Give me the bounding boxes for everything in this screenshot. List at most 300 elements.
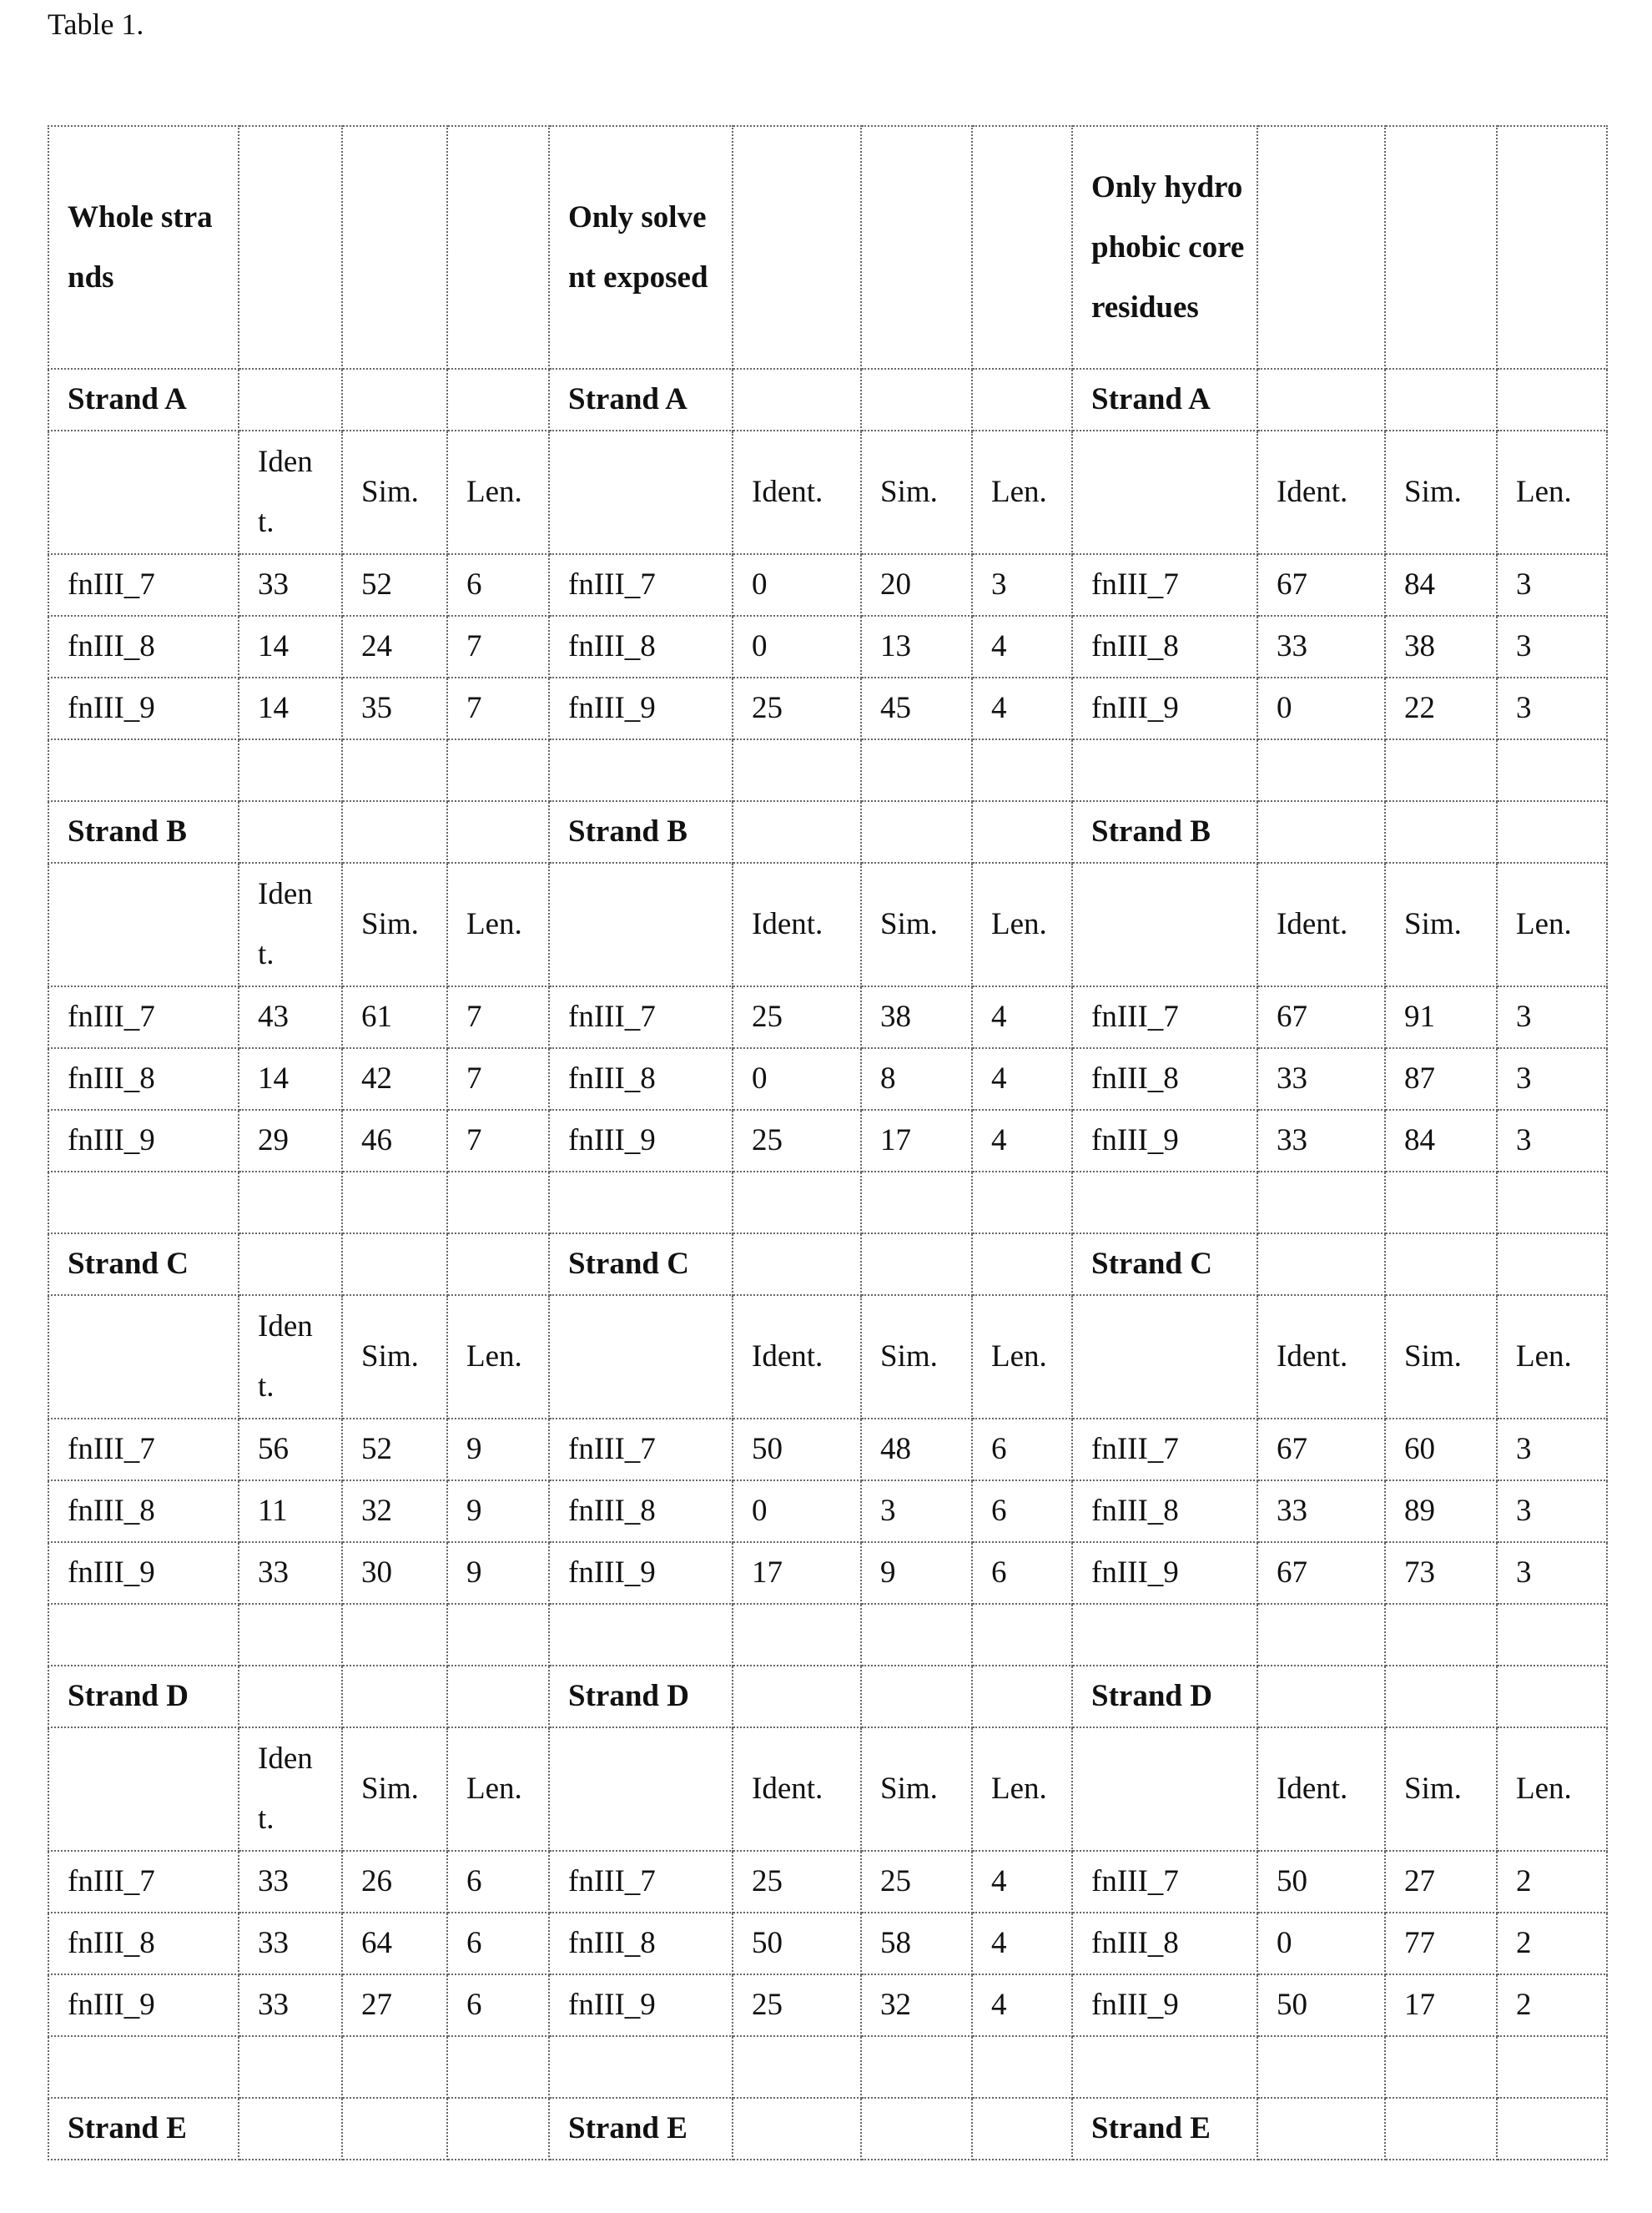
empty-cell xyxy=(1385,369,1497,431)
value-cell: 67 xyxy=(1257,1542,1385,1604)
value-cell: 33 xyxy=(239,554,342,616)
domain-label: fnIII_8 xyxy=(48,1048,239,1110)
empty-cell xyxy=(861,739,972,801)
empty-cell xyxy=(1072,2036,1257,2098)
value-cell: 3 xyxy=(972,554,1072,616)
empty-cell xyxy=(1497,126,1607,369)
empty-cell xyxy=(48,1727,239,1851)
domain-label: fnIII_7 xyxy=(549,986,733,1048)
domain-label: fnIII_9 xyxy=(549,1542,733,1604)
strand-row xyxy=(48,1666,1607,1727)
empty-cell xyxy=(733,126,861,369)
value-cell: 38 xyxy=(861,986,972,1048)
value-cell: 33 xyxy=(1257,1480,1385,1542)
empty-cell xyxy=(861,1172,972,1233)
empty-cell xyxy=(342,126,447,369)
empty-cell xyxy=(733,1172,861,1233)
value-cell: 64 xyxy=(342,1913,447,1974)
value-cell: 77 xyxy=(1385,1913,1497,1974)
value-cell: 50 xyxy=(1257,1851,1385,1913)
value-cell: 7 xyxy=(447,986,549,1048)
value-cell: 9 xyxy=(447,1480,549,1542)
domain-label: fnIII_7 xyxy=(549,554,733,616)
column-header: Ident. xyxy=(1257,863,1385,986)
value-cell: 6 xyxy=(447,554,549,616)
domain-label: fnIII_8 xyxy=(1072,1480,1257,1542)
domain-label: fnIII_8 xyxy=(549,616,733,678)
value-cell: 0 xyxy=(733,1048,861,1110)
value-cell: 4 xyxy=(972,1913,1072,1974)
value-cell: 50 xyxy=(1257,1974,1385,2036)
empty-cell xyxy=(1257,369,1385,431)
value-cell: 6 xyxy=(447,1851,549,1913)
strand-row xyxy=(48,369,1607,431)
strand-label: Strand B xyxy=(1072,801,1257,863)
domain-label: fnIII_9 xyxy=(1072,1110,1257,1172)
strand-label: Strand C xyxy=(48,1233,239,1295)
column-header: Len. xyxy=(972,1727,1072,1851)
value-cell: 9 xyxy=(861,1542,972,1604)
domain-label: fnIII_9 xyxy=(48,1542,239,1604)
table-row xyxy=(48,1480,1607,1542)
table-row xyxy=(48,616,1607,678)
empty-cell xyxy=(1072,1172,1257,1233)
column-header: Sim. xyxy=(342,863,447,986)
value-cell: 7 xyxy=(447,1048,549,1110)
column-header: Sim. xyxy=(342,1295,447,1419)
value-cell: 0 xyxy=(733,616,861,678)
value-cell: 56 xyxy=(239,1419,342,1480)
empty-cell xyxy=(733,1666,861,1727)
value-cell: 25 xyxy=(733,1851,861,1913)
empty-cell xyxy=(549,2036,733,2098)
domain-label: fnIII_8 xyxy=(1072,1913,1257,1974)
strand-label: Strand D xyxy=(1072,1666,1257,1727)
empty-cell xyxy=(342,1233,447,1295)
strand-similarity-table xyxy=(48,125,1608,2160)
value-cell: 3 xyxy=(1497,1048,1607,1110)
value-cell: 3 xyxy=(1497,554,1607,616)
value-cell: 87 xyxy=(1385,1048,1497,1110)
empty-cell xyxy=(972,1233,1072,1295)
value-cell: 32 xyxy=(861,1974,972,2036)
column-header: Sim. xyxy=(1385,1295,1497,1419)
table-row xyxy=(48,554,1607,616)
empty-cell xyxy=(1385,126,1497,369)
value-cell: 73 xyxy=(1385,1542,1497,1604)
empty-cell xyxy=(447,2036,549,2098)
empty-cell xyxy=(1385,2098,1497,2160)
empty-cell xyxy=(239,801,342,863)
empty-cell xyxy=(1257,2036,1385,2098)
empty-cell xyxy=(972,369,1072,431)
header-row xyxy=(48,126,1607,369)
value-cell: 7 xyxy=(447,678,549,739)
empty-cell xyxy=(549,1295,733,1419)
value-cell: 50 xyxy=(733,1419,861,1480)
empty-cell xyxy=(733,1604,861,1666)
column-header: Sim. xyxy=(861,1295,972,1419)
empty-cell xyxy=(1385,1233,1497,1295)
value-cell: 3 xyxy=(1497,986,1607,1048)
value-cell: 25 xyxy=(733,1974,861,2036)
empty-cell xyxy=(1385,2036,1497,2098)
domain-label: fnIII_7 xyxy=(48,1419,239,1480)
column-header: Ident. xyxy=(239,1295,342,1419)
column-header: Len. xyxy=(447,431,549,554)
empty-cell xyxy=(1497,1604,1607,1666)
empty-cell xyxy=(1257,801,1385,863)
value-cell: 3 xyxy=(1497,1110,1607,1172)
value-cell: 0 xyxy=(733,1480,861,1542)
empty-cell xyxy=(48,1604,239,1666)
domain-label: fnIII_9 xyxy=(549,1974,733,2036)
column-header: Len. xyxy=(1497,863,1607,986)
empty-cell xyxy=(861,1666,972,1727)
empty-cell xyxy=(342,801,447,863)
domain-label: fnIII_8 xyxy=(48,1480,239,1542)
table-row xyxy=(48,678,1607,739)
empty-cell xyxy=(1072,431,1257,554)
value-cell: 7 xyxy=(447,1110,549,1172)
value-cell: 4 xyxy=(972,1048,1072,1110)
column-header: Len. xyxy=(1497,1295,1607,1419)
empty-cell xyxy=(239,126,342,369)
empty-cell xyxy=(1497,2098,1607,2160)
column-header: Len. xyxy=(972,863,1072,986)
empty-cell xyxy=(48,1172,239,1233)
domain-label: fnIII_7 xyxy=(549,1419,733,1480)
empty-cell xyxy=(972,739,1072,801)
empty-cell xyxy=(1257,1604,1385,1666)
empty-cell xyxy=(48,431,239,554)
empty-cell xyxy=(342,369,447,431)
column-header: Sim. xyxy=(1385,1727,1497,1851)
empty-cell xyxy=(972,801,1072,863)
empty-cell xyxy=(972,2098,1072,2160)
table-row xyxy=(48,1974,1607,2036)
value-cell: 33 xyxy=(239,1913,342,1974)
value-cell: 3 xyxy=(1497,1419,1607,1480)
domain-label: fnIII_7 xyxy=(48,1851,239,1913)
strand-label: Strand D xyxy=(549,1666,733,1727)
value-cell: 33 xyxy=(239,1542,342,1604)
domain-label: fnIII_7 xyxy=(1072,1851,1257,1913)
column-header-row xyxy=(48,1295,1607,1419)
empty-cell xyxy=(447,126,549,369)
empty-cell xyxy=(549,739,733,801)
column-header: Ident. xyxy=(1257,1727,1385,1851)
value-cell: 27 xyxy=(342,1974,447,2036)
empty-cell xyxy=(447,1666,549,1727)
value-cell: 6 xyxy=(972,1419,1072,1480)
domain-label: fnIII_7 xyxy=(549,1851,733,1913)
domain-label: fnIII_7 xyxy=(1072,1419,1257,1480)
empty-cell xyxy=(733,2098,861,2160)
value-cell: 25 xyxy=(733,678,861,739)
empty-cell xyxy=(48,863,239,986)
column-header: Ident. xyxy=(733,863,861,986)
value-cell: 6 xyxy=(972,1542,1072,1604)
column-header: Len. xyxy=(447,1295,549,1419)
domain-label: fnIII_8 xyxy=(48,616,239,678)
value-cell: 6 xyxy=(972,1480,1072,1542)
empty-cell xyxy=(1257,2098,1385,2160)
empty-cell xyxy=(549,431,733,554)
value-cell: 6 xyxy=(447,1913,549,1974)
column-header: Len. xyxy=(972,431,1072,554)
value-cell: 46 xyxy=(342,1110,447,1172)
domain-label: fnIII_9 xyxy=(1072,1542,1257,1604)
column-header: Ident. xyxy=(239,863,342,986)
domain-label: fnIII_7 xyxy=(48,554,239,616)
empty-cell xyxy=(447,1172,549,1233)
value-cell: 26 xyxy=(342,1851,447,1913)
value-cell: 2 xyxy=(1497,1913,1607,1974)
value-cell: 14 xyxy=(239,678,342,739)
empty-cell xyxy=(1257,739,1385,801)
empty-cell xyxy=(1072,1295,1257,1419)
empty-cell xyxy=(1497,369,1607,431)
empty-cell xyxy=(861,369,972,431)
table-row xyxy=(48,1542,1607,1604)
value-cell: 8 xyxy=(861,1048,972,1110)
domain-label: fnIII_8 xyxy=(549,1913,733,1974)
domain-label: fnIII_8 xyxy=(549,1048,733,1110)
group-header: Only hydrophobic core residues xyxy=(1072,126,1257,369)
empty-cell xyxy=(447,1604,549,1666)
value-cell: 24 xyxy=(342,616,447,678)
group-header: Whole strands xyxy=(48,126,239,369)
empty-cell xyxy=(342,739,447,801)
table-row xyxy=(48,1110,1607,1172)
spacer-row xyxy=(48,2036,1607,2098)
value-cell: 17 xyxy=(861,1110,972,1172)
table-row xyxy=(48,1048,1607,1110)
empty-cell xyxy=(1257,1666,1385,1727)
empty-cell xyxy=(447,1233,549,1295)
strand-row xyxy=(48,1233,1607,1295)
value-cell: 25 xyxy=(733,986,861,1048)
domain-label: fnIII_9 xyxy=(48,1110,239,1172)
value-cell: 84 xyxy=(1385,554,1497,616)
strand-label: Strand B xyxy=(48,801,239,863)
value-cell: 61 xyxy=(342,986,447,1048)
strand-row xyxy=(48,801,1607,863)
empty-cell xyxy=(239,1604,342,1666)
column-header: Ident. xyxy=(733,1295,861,1419)
empty-cell xyxy=(239,2098,342,2160)
empty-cell xyxy=(1497,1233,1607,1295)
strand-label: Strand E xyxy=(48,2098,239,2160)
column-header: Len. xyxy=(447,1727,549,1851)
empty-cell xyxy=(549,1727,733,1851)
value-cell: 4 xyxy=(972,986,1072,1048)
value-cell: 13 xyxy=(861,616,972,678)
strand-label: Strand E xyxy=(549,2098,733,2160)
empty-cell xyxy=(1497,2036,1607,2098)
empty-cell xyxy=(861,2098,972,2160)
value-cell: 25 xyxy=(861,1851,972,1913)
strand-row xyxy=(48,2098,1607,2160)
strand-label: Strand A xyxy=(549,369,733,431)
group-header: Only solvent exposed xyxy=(549,126,733,369)
strand-label: Strand B xyxy=(549,801,733,863)
empty-cell xyxy=(447,739,549,801)
value-cell: 3 xyxy=(1497,1480,1607,1542)
value-cell: 67 xyxy=(1257,554,1385,616)
table-row xyxy=(48,986,1607,1048)
empty-cell xyxy=(48,739,239,801)
value-cell: 22 xyxy=(1385,678,1497,739)
value-cell: 4 xyxy=(972,616,1072,678)
domain-label: fnIII_9 xyxy=(549,1110,733,1172)
value-cell: 25 xyxy=(733,1110,861,1172)
empty-cell xyxy=(342,1604,447,1666)
domain-label: fnIII_8 xyxy=(1072,1048,1257,1110)
empty-cell xyxy=(342,2098,447,2160)
column-header: Len. xyxy=(972,1295,1072,1419)
column-header: Sim. xyxy=(861,431,972,554)
value-cell: 11 xyxy=(239,1480,342,1542)
value-cell: 67 xyxy=(1257,1419,1385,1480)
column-header: Len. xyxy=(1497,1727,1607,1851)
column-header: Ident. xyxy=(239,1727,342,1851)
empty-cell xyxy=(972,1666,1072,1727)
column-header-row xyxy=(48,1727,1607,1851)
empty-cell xyxy=(861,1604,972,1666)
empty-cell xyxy=(861,801,972,863)
column-header: Len. xyxy=(1497,431,1607,554)
value-cell: 14 xyxy=(239,1048,342,1110)
empty-cell xyxy=(1385,739,1497,801)
domain-label: fnIII_9 xyxy=(1072,678,1257,739)
empty-cell xyxy=(861,126,972,369)
empty-cell xyxy=(733,1233,861,1295)
value-cell: 33 xyxy=(1257,1110,1385,1172)
value-cell: 3 xyxy=(1497,678,1607,739)
domain-label: fnIII_9 xyxy=(1072,1974,1257,2036)
column-header-row xyxy=(48,431,1607,554)
strand-label: Strand C xyxy=(549,1233,733,1295)
empty-cell xyxy=(972,2036,1072,2098)
domain-label: fnIII_9 xyxy=(549,678,733,739)
value-cell: 52 xyxy=(342,554,447,616)
empty-cell xyxy=(1257,126,1385,369)
domain-label: fnIII_8 xyxy=(48,1913,239,1974)
column-header: Sim. xyxy=(342,431,447,554)
value-cell: 91 xyxy=(1385,986,1497,1048)
value-cell: 3 xyxy=(1497,616,1607,678)
empty-cell xyxy=(1072,1727,1257,1851)
value-cell: 84 xyxy=(1385,1110,1497,1172)
domain-label: fnIII_8 xyxy=(1072,616,1257,678)
empty-cell xyxy=(342,2036,447,2098)
empty-cell xyxy=(549,1604,733,1666)
value-cell: 27 xyxy=(1385,1851,1497,1913)
empty-cell xyxy=(1072,863,1257,986)
column-header: Sim. xyxy=(1385,431,1497,554)
value-cell: 14 xyxy=(239,616,342,678)
value-cell: 2 xyxy=(1497,1851,1607,1913)
empty-cell xyxy=(1385,1666,1497,1727)
strand-label: Strand C xyxy=(1072,1233,1257,1295)
empty-cell xyxy=(1497,801,1607,863)
empty-cell xyxy=(972,1604,1072,1666)
empty-cell xyxy=(342,1666,447,1727)
empty-cell xyxy=(733,2036,861,2098)
empty-cell xyxy=(342,1172,447,1233)
value-cell: 32 xyxy=(342,1480,447,1542)
empty-cell xyxy=(972,126,1072,369)
empty-cell xyxy=(1385,1604,1497,1666)
empty-cell xyxy=(1257,1172,1385,1233)
domain-label: fnIII_9 xyxy=(48,1974,239,2036)
value-cell: 58 xyxy=(861,1913,972,1974)
empty-cell xyxy=(239,1172,342,1233)
value-cell: 9 xyxy=(447,1419,549,1480)
value-cell: 4 xyxy=(972,1974,1072,2036)
value-cell: 3 xyxy=(1497,1542,1607,1604)
empty-cell xyxy=(239,1233,342,1295)
value-cell: 20 xyxy=(861,554,972,616)
column-header: Ident. xyxy=(733,431,861,554)
column-header: Sim. xyxy=(861,863,972,986)
domain-label: fnIII_7 xyxy=(1072,554,1257,616)
value-cell: 9 xyxy=(447,1542,549,1604)
domain-label: fnIII_7 xyxy=(48,986,239,1048)
empty-cell xyxy=(1257,1233,1385,1295)
empty-cell xyxy=(239,1666,342,1727)
table-row xyxy=(48,1913,1607,1974)
table-caption: Table 1. xyxy=(48,7,144,42)
value-cell: 17 xyxy=(733,1542,861,1604)
strand-label: Strand A xyxy=(48,369,239,431)
empty-cell xyxy=(48,2036,239,2098)
domain-label: fnIII_9 xyxy=(48,678,239,739)
column-header: Sim. xyxy=(1385,863,1497,986)
empty-cell xyxy=(447,801,549,863)
column-header: Sim. xyxy=(342,1727,447,1851)
value-cell: 60 xyxy=(1385,1419,1497,1480)
value-cell: 0 xyxy=(1257,678,1385,739)
column-header: Ident. xyxy=(733,1727,861,1851)
domain-label: fnIII_7 xyxy=(1072,986,1257,1048)
empty-cell xyxy=(239,2036,342,2098)
column-header: Sim. xyxy=(861,1727,972,1851)
empty-cell xyxy=(549,863,733,986)
value-cell: 42 xyxy=(342,1048,447,1110)
empty-cell xyxy=(447,2098,549,2160)
value-cell: 2 xyxy=(1497,1974,1607,2036)
value-cell: 4 xyxy=(972,1110,1072,1172)
empty-cell xyxy=(48,1295,239,1419)
value-cell: 4 xyxy=(972,678,1072,739)
value-cell: 7 xyxy=(447,616,549,678)
column-header: Len. xyxy=(447,863,549,986)
value-cell: 45 xyxy=(861,678,972,739)
domain-label: fnIII_8 xyxy=(549,1480,733,1542)
value-cell: 33 xyxy=(1257,1048,1385,1110)
value-cell: 50 xyxy=(733,1913,861,1974)
column-header: Ident. xyxy=(1257,1295,1385,1419)
value-cell: 43 xyxy=(239,986,342,1048)
empty-cell xyxy=(733,369,861,431)
empty-cell xyxy=(1072,739,1257,801)
column-header-row xyxy=(48,863,1607,986)
value-cell: 33 xyxy=(239,1974,342,2036)
empty-cell xyxy=(1497,1172,1607,1233)
